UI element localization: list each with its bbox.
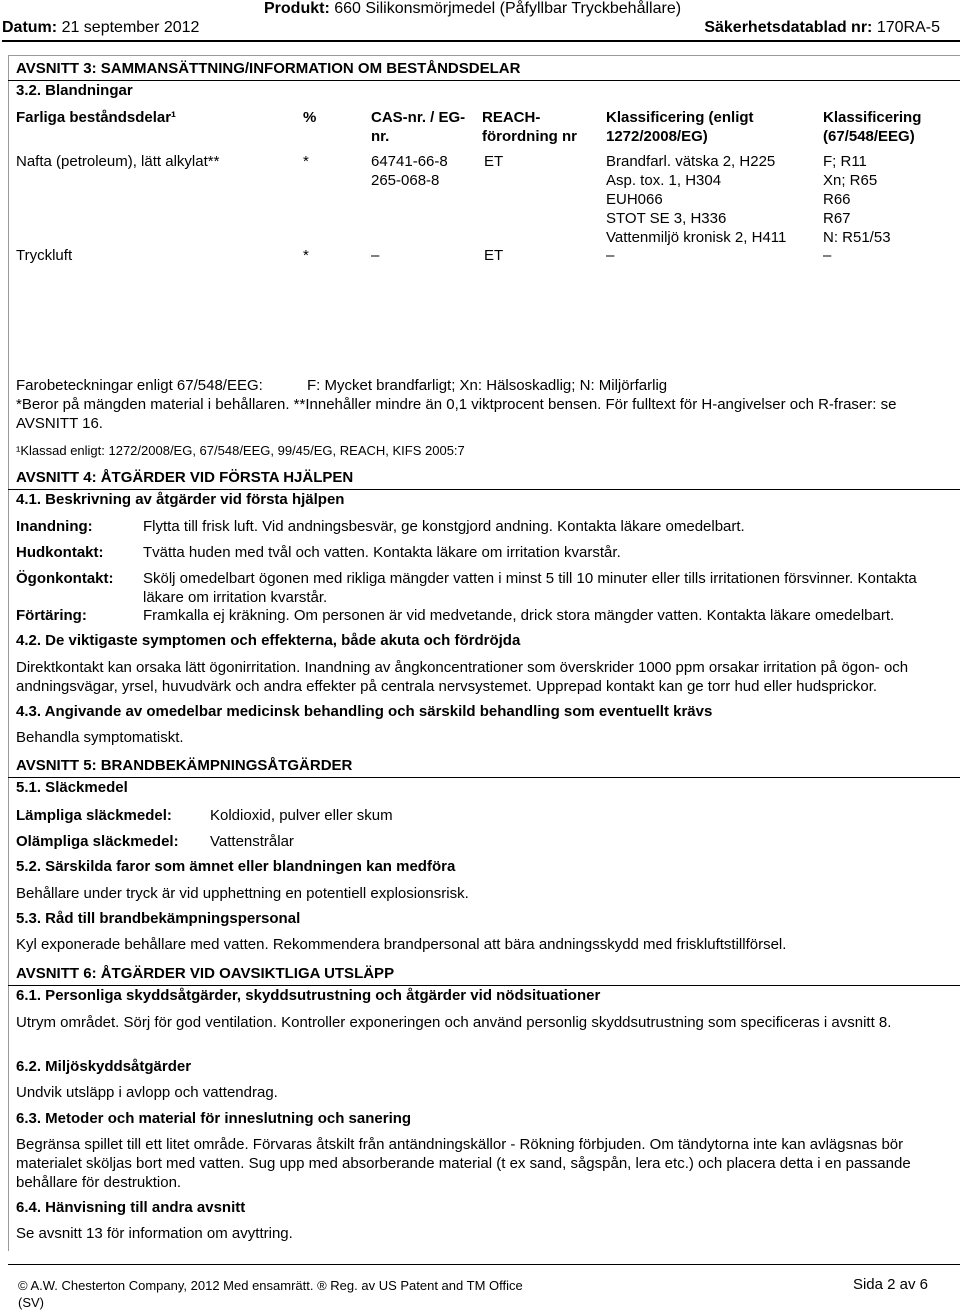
- subsection-4-2: 4.2. De viktigaste symptomen och effekterna, både akuta och fördröjda: [16, 632, 521, 649]
- col-header-clp: Klassificering (enligt 1272/2008/EG): [606, 109, 754, 145]
- section-6-4-text: Se avsnitt 13 för information om avyttring.: [16, 1225, 293, 1242]
- row1-dsd-4: N: R51/53: [823, 229, 891, 246]
- first-aid-inhalation-text: Flytta till frisk luft. Vid andningsbesvär, ge konstgjord andning. Kontakta läkare omedelbart.: [143, 518, 745, 535]
- section-5-rule: [8, 777, 960, 778]
- footer-page-number: Sida 2 av 6: [852, 1276, 928, 1293]
- sds-value: 170RA-5: [876, 19, 940, 36]
- sds-info: [704, 19, 940, 37]
- col-header-reach: REACH-förordning nr: [482, 109, 577, 145]
- subsection-3-2: 3.2. Blandningar: [16, 82, 133, 99]
- symbols-value: F: Mycket brandfarligt; Xn: Hälsoskadlig; N: Miljörfarlig: [307, 377, 668, 394]
- first-aid-ingestion-text: Framkalla ej kräkning. Om personen är vid medvetande, drick stora mängder vatten. Kontakta läkare omedelbart.: [143, 607, 895, 624]
- suitable-media-value: Koldioxid, pulver eller skum: [210, 807, 393, 824]
- row1-name: Nafta (petroleum), lätt alkylat**: [16, 153, 220, 170]
- date-info: [2, 19, 199, 37]
- col-header-percent: %: [303, 109, 317, 126]
- first-aid-skin-label: Hudkontakt:: [16, 544, 104, 561]
- row1-dsd-3: R67: [823, 210, 851, 227]
- subsection-4-1: 4.1. Beskrivning av åtgärder vid första hjälpen: [16, 491, 345, 508]
- section-6-title: AVSNITT 6: ÅTGÄRDER VID OAVSIKTLIGA UTSLÄPP: [16, 965, 395, 982]
- row1-clp-3: STOT SE 3, H336: [606, 210, 727, 227]
- row2-name: Tryckluft: [16, 247, 73, 264]
- first-aid-eye-label: Ögonkontakt:: [16, 570, 114, 587]
- footer-language: (SV): [18, 1295, 44, 1310]
- section-4-2-text: Direktkontakt kan orsaka lätt ögonirritation. Inandning av ångkoncentrationer som överskrider 1000 ppm orsakar irritation på ögon- och andningsvägar, yrsel, huvudvärk och andra effekter på centrala nervsystemet. Upprepad kontakt kan ge torr hud eller hudsprickor.: [16, 659, 909, 695]
- header-date-line: [0, 19, 960, 39]
- subsection-6-2: 6.2. Miljöskyddsåtgärder: [16, 1058, 192, 1075]
- footer-copyright: © A.W. Chesterton Company, 2012 Med ensamrätt. ® Reg. av US Patent and TM Office: [18, 1278, 523, 1293]
- section-5-2-text: Behållare under tryck är vid upphettning en potentiell explosionsrisk.: [16, 885, 469, 902]
- row1-cas: 64741-66-8: [371, 153, 448, 170]
- section-3-note: *Beror på mängden material i behållaren. **Innehåller mindre än 0,1 viktprocent bensen. För fulltext för H-angivelser och R-fraser: se AVSNITT 16.: [16, 396, 897, 432]
- row1-ec: 265-068-8: [371, 172, 440, 189]
- subsection-6-4: 6.4. Hänvisning till andra avsnitt: [16, 1199, 246, 1216]
- subsection-4-3: 4.3. Angivande av omedelbar medicinsk behandling och särskild behandling som eventuellt krävs: [16, 703, 713, 720]
- unsuitable-media-value: Vattenstrålar: [210, 833, 294, 850]
- date-value: 21 september 2012: [61, 19, 200, 36]
- product-info: [264, 0, 681, 18]
- symbols-label: Farobeteckningar enligt 67/548/EEG:: [16, 377, 263, 394]
- row1-percent: *: [303, 153, 309, 170]
- section-6-1-text: Utrym området. Sörj för god ventilation. Kontroller exponeringen och använd personlig skyddsutrustning som specificeras i avsnitt 8.: [16, 1014, 892, 1031]
- row1-dsd-2: R66: [823, 191, 851, 208]
- first-aid-inhalation-label: Inandning:: [16, 518, 93, 535]
- section-4-title: AVSNITT 4: ÅTGÄRDER VID FÖRSTA HJÄLPEN: [16, 469, 354, 486]
- product-value: 660 Silikonsmörjmedel (Påfyllbar Tryckbehållare): [334, 0, 682, 17]
- row2-reach: ET: [484, 247, 504, 264]
- section-6-3-text: Begränsa spillet till ett litet område. Förvaras åtskilt från antändningskällor - Rökning förbjuden. Om tändytorna inte kan avlägsnas bör materialet sköljas bort med vatten. Sug upp med absorberande material (t ex sand, sågspån, lera etc.) och placera detta i en passande behållare för destruktion.: [16, 1136, 911, 1191]
- first-aid-skin-text: Tvätta huden med tvål och vatten. Kontakta läkare om irritation kvarstår.: [143, 544, 621, 561]
- row1-clp-0: Brandfarl. vätska 2, H225: [606, 153, 776, 170]
- footer-rule: [8, 1264, 960, 1265]
- section-3-rule: [8, 80, 960, 81]
- product-label: Produkt:: [264, 0, 330, 17]
- subsection-6-3: 6.3. Metoder och material för inneslutning och sanering: [16, 1110, 412, 1127]
- subsection-5-2: 5.2. Särskilda faror som ämnet eller blandningen kan medföra: [16, 858, 456, 875]
- suitable-media-label: Lämpliga släckmedel:: [16, 807, 172, 824]
- row1-clp-2: EUH066: [606, 191, 663, 208]
- col-header-cas: CAS-nr. / EG-nr.: [371, 109, 466, 145]
- section-5-3-text: Kyl exponerade behållare med vatten. Rekommendera brandpersonal att bära andningsskydd med friskluftstillförsel.: [16, 936, 787, 953]
- row2-dsd: –: [823, 247, 832, 264]
- row1-dsd-1: Xn; R65: [823, 172, 878, 189]
- subsection-5-3: 5.3. Råd till brandbekämpningspersonal: [16, 910, 301, 927]
- row1-dsd-0: F; R11: [823, 153, 867, 170]
- date-label: Datum:: [2, 19, 58, 36]
- sds-label: Säkerhetsdatablad nr:: [704, 19, 873, 36]
- row1-reach: ET: [484, 153, 504, 170]
- unsuitable-media-label: Olämpliga släckmedel:: [16, 833, 179, 850]
- row2-clp: –: [606, 247, 615, 264]
- section-6-2-text: Undvik utsläpp i avlopp och vattendrag.: [16, 1084, 278, 1101]
- subsection-6-1: 6.1. Personliga skyddsåtgärder, skyddsutrustning och åtgärder vid nödsituationer: [16, 987, 601, 1004]
- first-aid-ingestion-label: Förtäring:: [16, 607, 87, 624]
- section-4-3-text: Behandla symptomatiskt.: [16, 729, 184, 746]
- row1-clp-4: Vattenmiljö kronisk 2, H411: [606, 229, 787, 246]
- section-6-rule: [8, 985, 960, 986]
- header-divider: [2, 40, 960, 42]
- section-4-rule: [8, 489, 960, 490]
- section-5-title: AVSNITT 5: BRANDBEKÄMPNINGSÅTGÄRDER: [16, 757, 353, 774]
- col-header-ingredients: Farliga beståndsdelar¹: [16, 109, 177, 126]
- row2-cas: –: [371, 247, 380, 264]
- classified-by: ¹Klassad enligt: 1272/2008/EG, 67/548/EEG, 99/45/EG, REACH, KIFS 2005:7: [16, 443, 465, 458]
- subsection-5-1: 5.1. Släckmedel: [16, 779, 128, 796]
- first-aid-eye-text: Skölj omedelbart ögonen med rikliga mängder vatten i minst 5 till 10 minuter eller tills irritationen försvinner. Kontakta läkare om irritation kvarstår.: [143, 570, 917, 606]
- row2-percent: *: [303, 247, 309, 264]
- header-product-line: [0, 0, 960, 18]
- section-3-title: AVSNITT 3: SAMMANSÄTTNING/INFORMATION OM BESTÅNDSDELAR: [16, 60, 521, 77]
- row1-clp-1: Asp. tox. 1, H304: [606, 172, 722, 189]
- col-header-dsd: Klassificering (67/548/EEG): [823, 109, 922, 145]
